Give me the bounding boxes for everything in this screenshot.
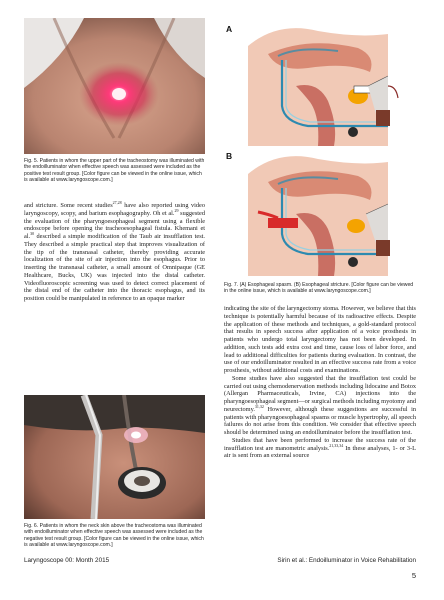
- text-run: indicating the site of the laryngectomy stoma. However, we believe that this technique is potentially harmful because of its radioactive effects. Despite the application of these methods and techniques, a gold-standard protocol that results in speech success after application of a voice prosthesis in patients who undergo total laryngectomy has not been developed. In addition, such tests add extra cost and time, cause loss of labor force, and lead to additional difficulties for patients during evaluation. In contrast, the use of our endoilluminator resulted in an effective success rate from a voice prosthesis, without additional costs and examinations.: [224, 305, 416, 374]
- text-run: In these analyses, 1- or 3-L air is sent from an external source: [224, 444, 416, 460]
- text-run: described a simple modification of the Taub air insufflation test. They described a simple practical step that improves visualization of the tip of the transnasal catheter, thereby providing accurate localization of the site of air injection into the esophagus. Prior to inserting the transnasal catheter, a small amount of Omnipaque (GE Healthcare, Bucks, UK) was injected into the distal catheter. Videofluoroscopic screening was used to detect correct placement of the distal end of the catheter into the thoracic esophagus, and its position could be manipulated in reference to an opaque marker: [24, 233, 205, 302]
- figure-7-caption: Fig. 7. (A) Esophageal spasm. (B) Esophageal stricture. [Color figure can be viewed in the online issue, which is available at www.laryngoscope.com.]: [224, 282, 414, 295]
- figure-7-panel-b-label: B: [226, 151, 233, 161]
- citation: 21,33,34: [329, 442, 344, 448]
- text-run: have also reported using video laryngoscopy, scopy, and barium esophagography. Oh et al.: [24, 202, 206, 217]
- esophageal-stricture-illustration: [238, 154, 414, 276]
- text-run: Studies that have been performed to increase the success rate of the insufflation test are manometric analysis.: [224, 436, 416, 452]
- figure-5-caption: Fig. 5. Patients in whom the upper part of the tracheostomy was illuminated with the endoilluminator when effective speech was assessed were included as the positive test result group. [Color figure can be viewed in the online issue, which is available at www.laryngoscope.com.]: [24, 158, 205, 183]
- neck-skin-illumination-photo: [24, 395, 205, 519]
- esophageal-spasm-illustration: [238, 26, 414, 146]
- paragraph: [224, 437, 416, 460]
- figure-6-caption: Fig. 6. Patients in whom the neck skin above the tracheostoma was illuminated with endoilluminator when effective speech was assessed were included as the negative test result group. [Color figure can be viewed in the online issue, which is available at www.laryngoscope.com.]: [24, 523, 204, 548]
- figure-6-photo: [24, 395, 205, 519]
- citation: 29: [174, 207, 179, 213]
- figure-7-panel-a: [238, 26, 414, 146]
- right-column-text: [224, 305, 416, 460]
- text-run: Some studies have also suggested that the insufflation test could be carried out using chemodenervation methods including lidocaine and Botox (Allergan Pharmaceuticals, Irvine, CA) injections into the pharyngoesophageal segment—or surgical methods including myotomy and neurectomy.: [224, 374, 416, 413]
- footer-journal: Laryngoscope 00: Month 2015: [24, 557, 110, 564]
- citation: 30: [30, 230, 35, 236]
- paragraph: [224, 375, 416, 437]
- page-number: 5: [411, 571, 416, 580]
- figure-7-panel-a-label: A: [226, 24, 233, 34]
- figure-7-panel-b: [238, 154, 414, 276]
- left-column-text: [24, 199, 206, 303]
- tracheostomy-illumination-photo: [24, 18, 205, 154]
- paragraph: [224, 305, 416, 375]
- text-run: and stricture. Some recent studies: [24, 202, 113, 209]
- text-run: However, although these suggestions are successful in patients with pharyngoesophageal spasms or muscle hypertrophy, all speech failures do not arise from this condition. We consider that effective speech should be determined using an endoilluminator before the insufflation test.: [224, 405, 416, 436]
- citation: 27,28: [112, 199, 122, 205]
- figure-5-photo: [24, 18, 205, 154]
- footer-running-title: Sirin et al.: Endoilluminator in Voice Rehabilitation: [277, 557, 416, 564]
- citation: 31,32: [254, 403, 264, 409]
- text-run: suggested the evaluation of the pharyngoesophageal segment using a flexible endoscope before opening the tracheoesophageal fistula. Khemani et al.: [24, 209, 205, 240]
